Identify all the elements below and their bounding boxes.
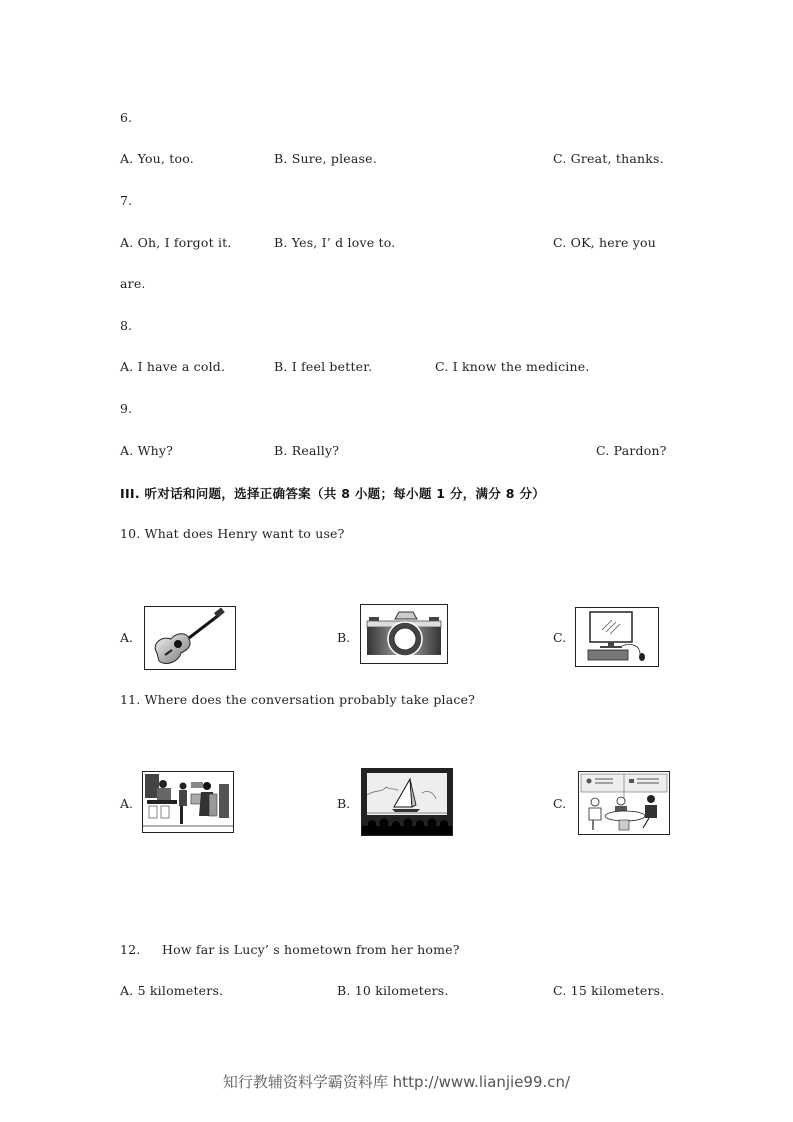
question-12-text: How far is Lucy’ s hometown from her home?: [162, 942, 460, 957]
q10-label-b: B.: [337, 630, 351, 645]
q8-option-c[interactable]: C. I know the medicine.: [435, 359, 590, 374]
q11-label-c: C.: [553, 796, 567, 811]
q6-option-b[interactable]: B. Sure, please.: [274, 151, 377, 166]
camera-image[interactable]: [360, 604, 448, 664]
q8-option-a[interactable]: A. I have a cold.: [120, 359, 226, 374]
computer-icon: [576, 608, 658, 666]
q6-option-a[interactable]: A. You, too.: [120, 151, 194, 166]
q11-label-a: A.: [120, 796, 134, 811]
question-9-number: 9.: [120, 401, 133, 416]
q6-option-c[interactable]: C. Great, thanks.: [553, 151, 664, 166]
q9-option-c[interactable]: C. Pardon?: [596, 443, 667, 458]
question-11-text: 11. Where does the conversation probably take place?: [120, 692, 476, 707]
q11-label-b: B.: [337, 796, 351, 811]
cinema-image[interactable]: [361, 768, 453, 836]
restaurant-icon: [579, 772, 669, 834]
q7-option-a[interactable]: A. Oh, I forgot it.: [120, 235, 232, 250]
clothes-store-icon: [143, 772, 233, 832]
question-6-number: 6.: [120, 110, 133, 125]
section-3-heading: III. 听对话和问题，选择正确答案（共 8 小题；每小题 1 分，满分 8 分）: [120, 486, 546, 501]
question-8-number: 8.: [120, 318, 133, 333]
q10-label-a: A.: [120, 630, 134, 645]
q9-option-b[interactable]: B. Really?: [274, 443, 340, 458]
clothes-store-image[interactable]: [142, 771, 234, 833]
q12-option-b[interactable]: B. 10 kilometers.: [337, 983, 449, 998]
guitar-icon: [145, 607, 235, 669]
question-10-text: 10. What does Henry want to use?: [120, 526, 345, 541]
q7-option-c-continued: are.: [120, 276, 146, 291]
q12-option-a[interactable]: A. 5 kilometers.: [120, 983, 224, 998]
camera-icon: [361, 605, 447, 663]
q9-option-a[interactable]: A. Why?: [120, 443, 174, 458]
computer-image[interactable]: [575, 607, 659, 667]
q7-option-b[interactable]: B. Yes, I’ d love to.: [274, 235, 396, 250]
q7-option-c[interactable]: C. OK, here you: [553, 235, 657, 250]
q10-label-c: C.: [553, 630, 567, 645]
q12-option-c[interactable]: C. 15 kilometers.: [553, 983, 665, 998]
guitar-image[interactable]: [144, 606, 236, 670]
cinema-icon: [362, 769, 452, 835]
footer-watermark: 知行教辅资料学霸资料库 http://www.lianjie99.cn/: [222, 1073, 571, 1091]
q8-option-b[interactable]: B. I feel better.: [274, 359, 373, 374]
restaurant-image[interactable]: [578, 771, 670, 835]
question-12-number: 12.: [120, 942, 141, 957]
question-7-number: 7.: [120, 193, 133, 208]
